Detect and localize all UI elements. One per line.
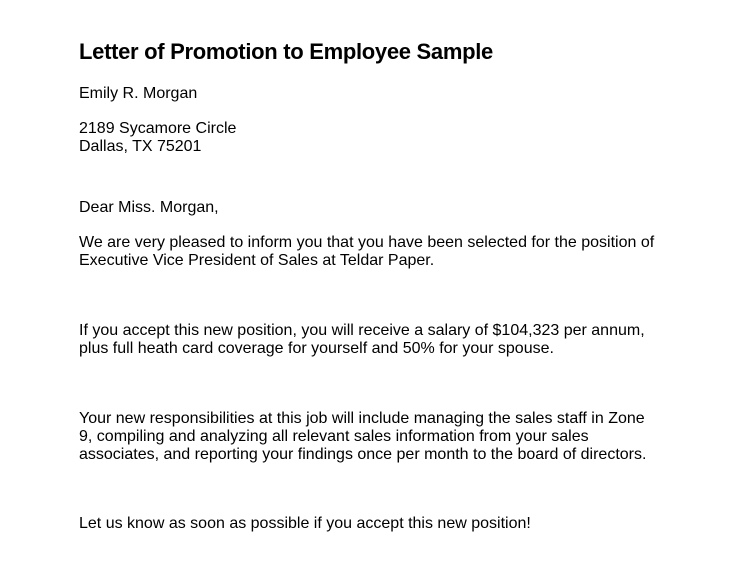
- address-line-1: 2189 Sycamore Circle: [79, 120, 237, 137]
- paragraph-line: Your new responsibilities at this job will include managing the sales staff in Zone: [79, 410, 645, 427]
- letter-document: [79, 38, 719, 533]
- recipient-name: Emily R. Morgan: [79, 85, 198, 102]
- paragraph-line: associates, and reporting your findings once per month to the board of directors.: [79, 446, 647, 463]
- paragraph-line: We are very pleased to inform you that you have been selected for the position of: [79, 234, 655, 251]
- address-line-2: Dallas, TX 75201: [79, 138, 202, 155]
- paragraph-line: Let us know as soon as possible if you accept this new position!: [79, 515, 531, 532]
- paragraph-responsibilities: [79, 410, 719, 464]
- paragraph-line: plus full heath card coverage for yourself and 50% for your spouse.: [79, 340, 554, 357]
- salutation: Dear Miss. Morgan,: [79, 199, 219, 216]
- salutation-block: [79, 199, 719, 217]
- paragraph-salary: [79, 322, 719, 358]
- paragraph-line: 9, compiling and analyzing all relevant sales information from your sales: [79, 428, 589, 445]
- paragraph-closing: [79, 515, 719, 533]
- paragraph-line: Executive Vice President of Sales at Teldar Paper.: [79, 252, 435, 269]
- paragraph-line: If you accept this new position, you will receive a salary of $104,323 per annum,: [79, 322, 645, 339]
- recipient-address: [79, 120, 719, 156]
- letter-title: Letter of Promotion to Employee Sample: [79, 39, 493, 64]
- paragraph-selection: [79, 234, 719, 270]
- recipient-name-block: [79, 85, 719, 103]
